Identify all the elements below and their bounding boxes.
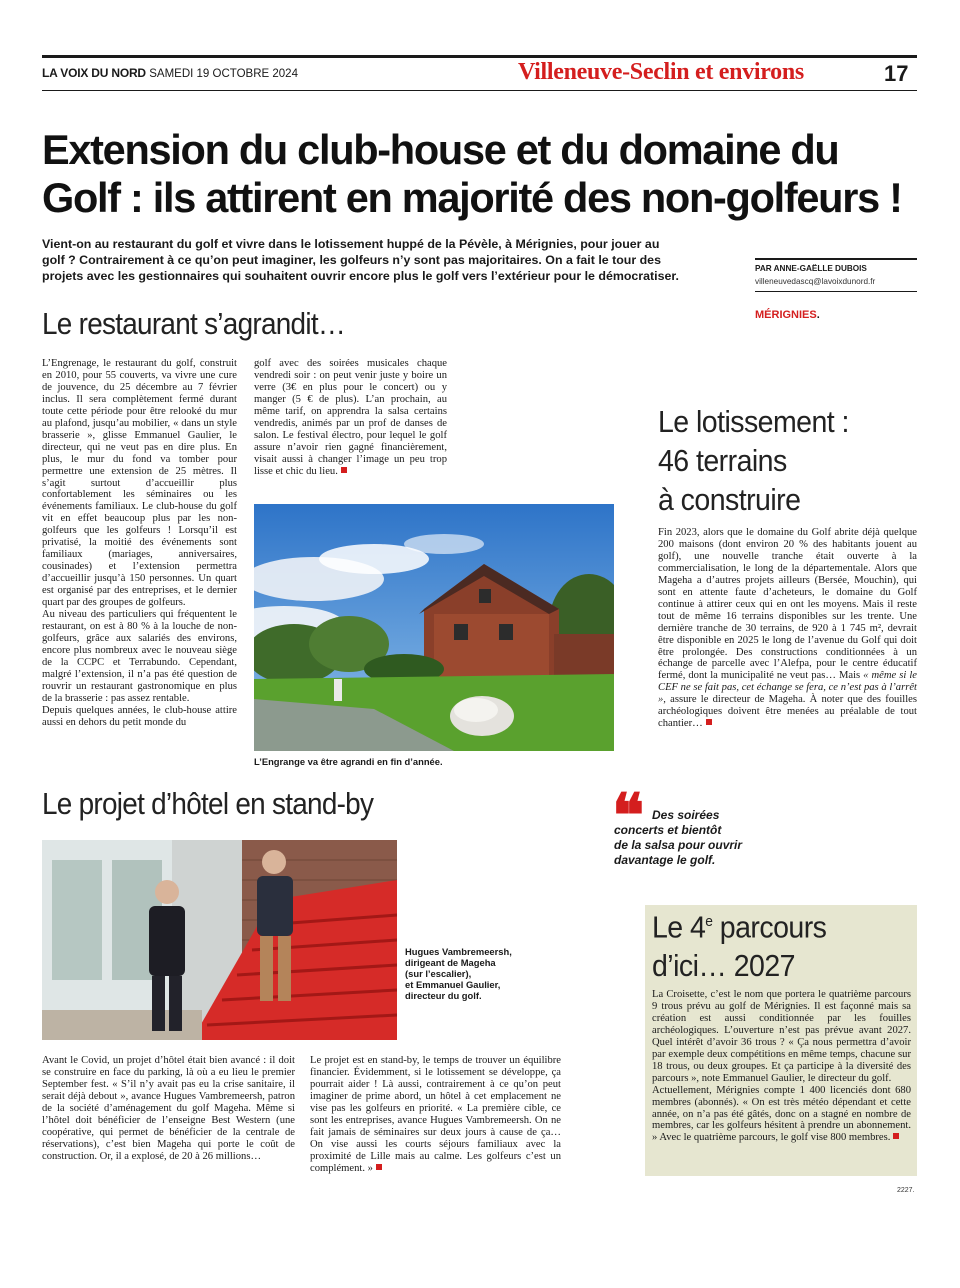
- hotel-caption-line-1: Hugues Vambremeersh,: [405, 946, 512, 957]
- lotissement-quote: « même si le CEF ne se fait pas, cet échange se fera, ce n’est pas à l’arrêt »: [658, 670, 917, 706]
- lede-line-3: projets avec les gestionnaires qui souhaitent ouvrir encore plus le golf vers l’extérieur pour le démocratiser.: [42, 269, 679, 283]
- parcours-title-b: parcours: [712, 909, 827, 945]
- pull-quote-line-1: Des soirées: [652, 808, 720, 822]
- pull-quote: [614, 808, 742, 868]
- pull-quote-line-2: concerts et bientôt: [614, 823, 722, 837]
- parcours-title-a: Le 4: [652, 909, 706, 945]
- page-number: 17: [884, 61, 909, 86]
- dateline-text: MÉRIGNIES: [755, 309, 817, 321]
- masthead: [42, 66, 298, 80]
- lotissement-title-line-1: Le lotissement :: [658, 404, 849, 439]
- section-name: Villeneuve-Seclin et environs: [518, 59, 804, 85]
- end-mark-icon: [893, 1133, 899, 1139]
- end-mark-icon: [376, 1164, 382, 1170]
- byline-bottom-rule: [755, 291, 917, 292]
- lotissement-text-end: , assure le directeur de Mageha. À noter que des fouilles archéologiques doivent être menées au préalable de tout chantier…: [658, 694, 917, 730]
- restaurant-photo: [254, 504, 614, 751]
- pull-quote-line-3: de la salsa pour ouvrir: [614, 838, 743, 852]
- hotel-column-2: [310, 1055, 561, 1175]
- hotel-caption-line-4: et Emmanuel Gaulier,: [405, 979, 501, 990]
- dateline: MÉRIGNIES.: [755, 309, 820, 321]
- parcours-title-sup: e: [705, 913, 713, 930]
- parcours-body: [652, 989, 911, 1144]
- parcours-title: [652, 902, 826, 985]
- paper-name: LA VOIX DU NORD: [42, 66, 146, 80]
- hotel-col2-text: Le projet est en stand-by, le temps de trouver un équilibre financier. Évidemment, si le lotissement se développe, ça pourrait aider ! Là aussi, contrairement à ce qu’on peut imaginer de prime abord, un hôtel à cet emplacement ne vise pas les golfeurs en priorité. « La première cible, ce sont les entreprises, avance Hugues Vambremeersh. On ne fait jamais de séminaires sur deux jours à cause de ça… On vise aussi les courts séjours familiaux avec la proximité de Lille mais au calme. Les golfeurs c’est un complément. »: [310, 1055, 561, 1174]
- hotel-photo: [42, 840, 397, 1040]
- quote-mark-icon: ❝: [612, 783, 645, 849]
- lotissement-body: [658, 527, 917, 730]
- footer-code: 2227.: [897, 1187, 915, 1194]
- lede: [42, 236, 679, 284]
- header-bottom-rule: [42, 90, 917, 91]
- hotel-caption-line-5: directeur du golf.: [405, 990, 482, 1001]
- lotissement-title-line-3: à construire: [658, 482, 801, 517]
- restaurant-col2-text: golf avec des soirées musicales chaque vendredi soir : on peut venir juste y boire un verre (3€ en plus pour le concert) ou y manger (5 € de plus). L’an prochain, au même tarif, on apprendra la salsa certains vendredis, animés par un prof de danses de salon. Le festival électro, pour lequel le golf assure n’avoir rien gagné financièrement, visait aussi à changer l’image un peu trop lisse et chic du lieu.: [254, 358, 447, 477]
- parcours-title-line-2: d’ici… 2027: [652, 948, 795, 984]
- lotissement-title: [658, 402, 849, 519]
- restaurant-column-1: [42, 358, 237, 729]
- lotissement-title-line-2: 46 terrains: [658, 443, 787, 478]
- issue-date: SAMEDI 19 OCTOBRE 2024: [149, 68, 298, 80]
- hotel-caption-line-3: (sur l’escalier),: [405, 968, 472, 979]
- restaurant-title: Le restaurant s’agrandit…: [42, 306, 346, 341]
- hotel-photo-caption: [405, 946, 512, 1001]
- lede-line-1: Vient-on au restaurant du golf et vivre dans le lotissement huppé de la Pévèle, à Mérignies, pour jouer au: [42, 237, 660, 251]
- hotel-col1-text: Avant le Covid, un projet d’hôtel était bien avancé : il doit se construire en face du parking, là où a eu lieu le premier September fest. « S’il n’y avait pas eu la crise sanitaire, il serait déjà debout », avance Hugues Vambremeersh, patron de la société d’aménagement du golf Mageha. Même si l’hôtel doit bénéficier de l’enseigne Best Western (une coopérative, qui permet de bénéficier de la centrale de réservations), c’est bien Mageha qui porte le coût de construction. Or, il a explosé, de 20 à 26 millions…: [42, 1055, 295, 1162]
- restaurant-photo-caption: L’Engrange va être agrandi en fin d’année.: [254, 756, 443, 767]
- lotissement-text: Fin 2023, alors que le domaine du Golf abrite déjà quelque 200 maisons (dont environ 20 % des habitants jouent au golf), une nouvelle tranche était ouverte à la commercialisation, le long de la départementale. Alors que Mageha a d’autres projets ailleurs (Bersée, Mouchin), qui sont en attente faute d’acheteurs, le domaine du Golf continue à attirer ceux qui en ont les moyens. Mais il reste tout de même 16 terrains disponibles sur les trente. Une dernière tranche de 30 terrains, de 920 à 1 745 m², devrait être disponible en 2025 le long de l’avenue du Golf qui doit être prolongée. Des constructions conditionnées à un échange de parcelle avec l’Alefpa, pour le centre éducatif fermé, dont la municipalité ne veut pas… Mais: [658, 527, 917, 682]
- byline-author: PAR ANNE-GAËLLE DUBOIS: [755, 264, 867, 273]
- headline: [42, 126, 922, 222]
- lede-line-2: golf ? Contrairement à ce qu’on peut imaginer, les golfeurs n’y sont pas majoritaires. On a fait le tour des: [42, 253, 661, 267]
- headline-line-2: Golf : ils attirent en majorité des non-golfeurs !: [42, 174, 902, 221]
- restaurant-paragraph-2: Au niveau des particuliers qui fréquentent le restaurant, on est à 80 % à la louche de non-golfeurs, grâce aux salariés des environs, encore plus nombreux avec le nouveau siège de la CCPC et Terrabundo. Cependant, malgré l’extension, il n’a pas été question de rouvrir un restaurant gastronomique en plus de la brasserie : pas assez rentable.: [42, 609, 237, 704]
- byline-email[interactable]: villeneuvedascq@lavoixdunord.fr: [755, 277, 876, 286]
- restaurant-column-2: [254, 358, 447, 478]
- hotel-column-1: [42, 1055, 295, 1163]
- hotel-caption-line-2: dirigeant de Mageha: [405, 957, 496, 968]
- parcours-paragraph-1: La Croisette, c’est le nom que portera le quatrième parcours 9 trous prévu au golf de Mérignies. Il est façonné mais sa création est aussi conditionnée par les fouilles archéologiques. L’ouverture n’est pas prévue avant 2027. Quel intérêt d’avoir 36 trous ? « Ça nous permettra d’avoir par exemple deux compétitions en même temps, chacune sur 18 trous, ou deux groupes. Et ça participe à la diversité des parcours », note Emmanuel Gaulier, le directeur du golf.: [652, 989, 911, 1084]
- clubhouse-image: [254, 504, 614, 751]
- parcours-paragraph-2: Actuellement, Mérignies compte 1 400 licenciés dont 680 membres (abonnés). « On est très météo dépendant et cette année, on n’a pas été gâtés, donc on a stagné en nombre de membres, car les golfeurs hésitent à prendre un abonnement. » Avec le quatrième parcours, le golf vise 800 membres.: [652, 1084, 911, 1144]
- byline-top-rule: [755, 258, 917, 260]
- end-mark-icon: [706, 719, 712, 725]
- top-rule: [42, 55, 917, 58]
- restaurant-paragraph-3: Depuis quelques années, le club-house attire aussi en dehors du petit monde du: [42, 704, 237, 728]
- end-mark-icon: [341, 467, 347, 473]
- staircase-image: [42, 840, 397, 1040]
- restaurant-paragraph-1: L’Engrenage, le restaurant du golf, construit en 2010, pour 55 couverts, va vivre une cure de jouvence, du 25 décembre au 7 février inclus. Il sera complètement fermé durant toute cette période pour être relooké du mur au plafond, jusqu’au mobilier, « dans un style brasserie », glisse Emmanuel Gaulier, le directeur, qui ne veut pas en dire plus. En plus, le mur du fond va tomber pour permettre une extension de 25 mètres. Il s’agit surtout d’accueillir plus confortablement les séminaires ou les événements familiaux. Le club-house du golf vit en effet beaucoup plus par les non-golfeurs que les golfeurs ! Lorsqu’il est privatisé, la moitié des événements sont familiaux (mariages, anniversaires, cousinades) et l’extension permettra d’accueillir jusqu’à 150 personnes. Un quart est organisé par des entreprises, et le dernier quart par des groupes de golfeurs.: [42, 358, 237, 609]
- headline-line-1: Extension du club-house et du domaine du: [42, 126, 839, 173]
- hotel-title: Le projet d’hôtel en stand-by: [42, 786, 374, 821]
- pull-quote-line-4: davantage le golf.: [614, 853, 716, 867]
